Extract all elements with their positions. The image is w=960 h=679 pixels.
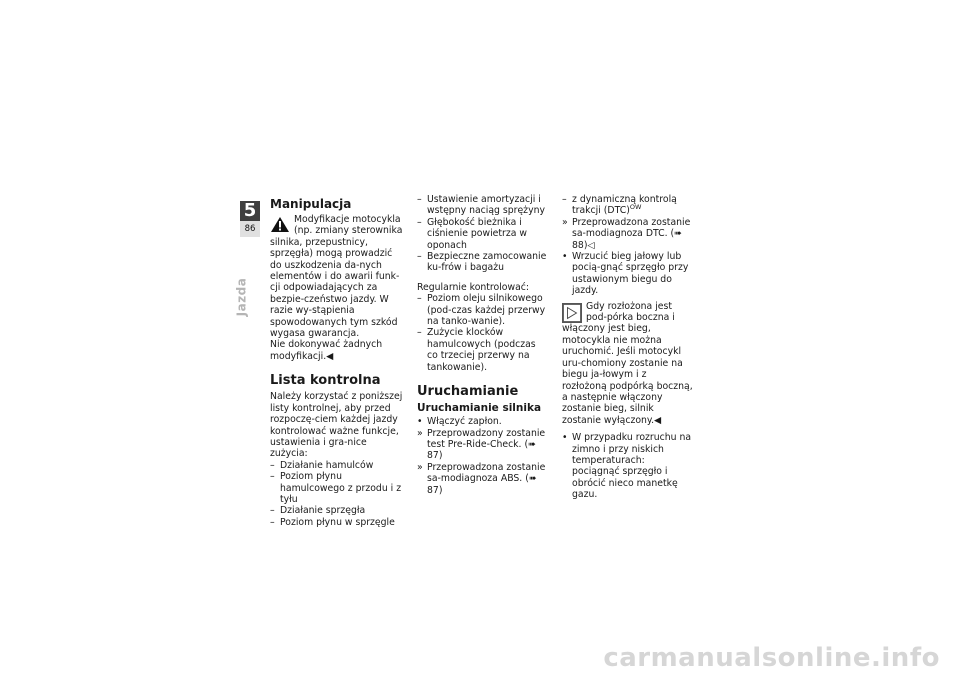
list-item: » Przeprowadzona zostanie sa-modiagnoza ABS. (➠ 87) — [417, 461, 546, 496]
start-steps-continued — [562, 194, 694, 297]
regular-check-label: Regularnie kontrolować: — [417, 281, 530, 293]
chapter-label-text: Jazda — [234, 277, 249, 317]
heading-uruchamianie: Uruchamianie — [417, 384, 519, 400]
column-3 — [562, 194, 694, 501]
info-text: Gdy rozłożona jest pod-pórka boczna i włączony jest bieg, motocykla nie można uruchomić. Jeśli motocykl uru-chomiony zostanie na biegu ja-łowym i z rozłożoną podpórką boczną, a następnie włączony zostanie bieg, silnik zostanie wyłączony.◀ — [562, 300, 693, 426]
column-2 — [417, 194, 549, 496]
list-item: – Działanie hamulców — [270, 459, 374, 471]
list-item: – z dynamiczną kontrolą trakcji (DTC)$^{OW}$ — [562, 194, 677, 217]
checklist — [270, 460, 406, 528]
cold-start-list — [562, 432, 694, 500]
watermark-text: carmanualsonline.info — [603, 643, 940, 673]
warning-triangle-icon — [270, 216, 290, 233]
list-item: – Zużycie klocków hamulcowych (podczas co trzeciej przerwy na tankowanie). — [417, 327, 536, 373]
list-item: – Działanie sprzęgła — [270, 505, 366, 517]
heading-manipulacja: Manipulacja — [270, 197, 352, 211]
start-steps — [417, 416, 549, 496]
info-triangle-icon — [562, 303, 582, 323]
warning-end-text: Nie dokonywać żadnych modyfikacji.◀ — [270, 339, 383, 362]
info-block — [562, 301, 694, 426]
list-item: • Wrzucić bieg jałowy lub pocią-gnąć sprzęgło przy ustawionym biegu do jazdy. — [562, 251, 689, 297]
chapter-number: 5 — [240, 201, 260, 221]
list-item: – Poziom płynu w sprzęgle — [270, 516, 395, 528]
chapter-side-label — [236, 270, 266, 330]
column-1 — [270, 194, 406, 528]
heading-lista-kontrolna: Lista kontrolna — [270, 373, 381, 389]
warning-text: Modyfikacje motocykla (np. zmiany sterownika silnika, przepustnicy, sprzęgła) mogą prowadzić do uszkodzenia da-nych elementów i do awarii funk-cji odpowiadających za bezpie-czeństwo jazdy. W razie wy-stąpienia spowodowanych tym szkód wygasa gwarancja. — [270, 214, 403, 340]
list-item: » Przeprowadzony zostanie test Pre-Ride-Check. (➠ 87) — [417, 427, 546, 462]
heading-uruchamianie-silnika: Uruchamianie silnika — [417, 402, 542, 415]
list-item: – Poziom oleju silnikowego (pod-czas każdej przerwy na tanko-wanie). — [417, 293, 546, 328]
list-item: – Głębokość bieżnika i ciśnienie powietrza w oponach — [417, 216, 527, 251]
list-item: • Włączyć zapłon. — [417, 416, 502, 428]
checklist-continued — [417, 194, 549, 274]
page-number: 86 — [244, 224, 256, 234]
list-item: • W przypadku rozruchu na zimno i przy niskich temperaturach: pociągnąć sprzęgło i obrócić nieco manetkę gazu. — [562, 432, 692, 501]
list-item: – Ustawienie amortyzacji i wstępny naciąg sprężyny — [417, 194, 545, 217]
list-item: – Poziom płynu hamulcowego z przodu i z tyłu — [270, 471, 402, 505]
warning-block — [270, 214, 406, 362]
checklist-intro: Należy korzystać z poniższej listy kontrolnej, aby przed rozpoczę-ciem każdej jazdy kontrolować ważne funkcje, ustawienia i gra-nice zużycia: — [270, 391, 403, 460]
regular-check-list — [417, 293, 549, 373]
list-item: – Bezpieczne zamocowanie ku-frów i bagażu — [417, 251, 547, 274]
list-item: » Przeprowadzona zostanie sa-modiagnoza DTC. (➠ 88)◁ — [562, 216, 691, 251]
ow-superscript: OW — [629, 203, 642, 212]
